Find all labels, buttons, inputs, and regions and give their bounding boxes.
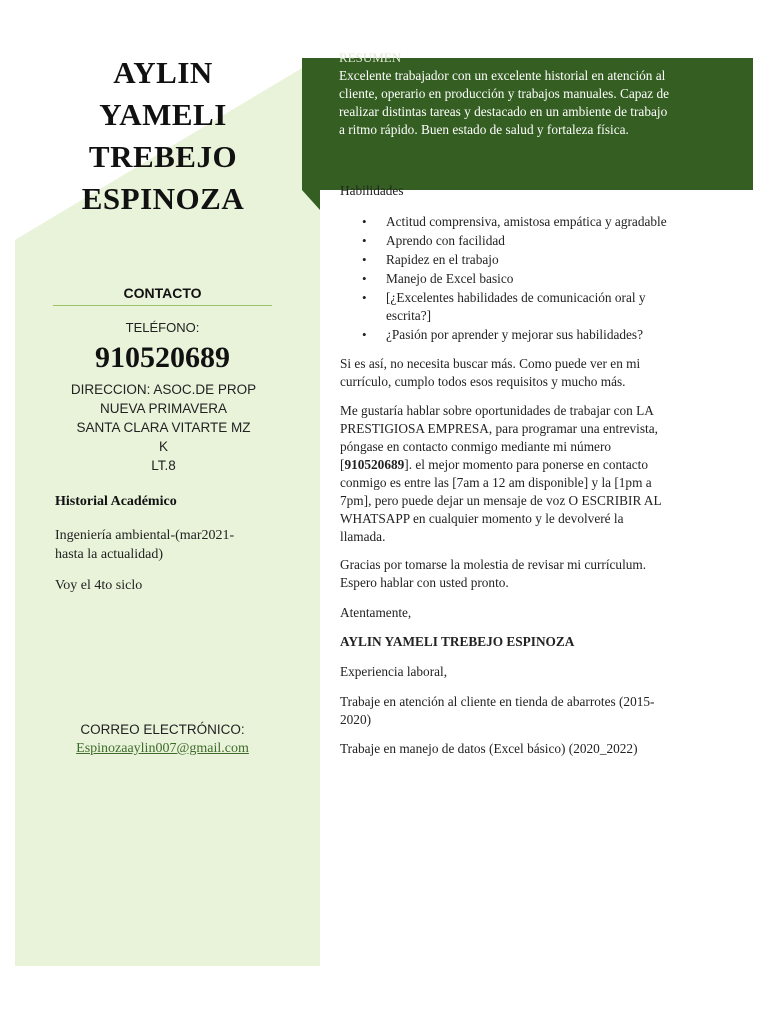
skill-item [340,213,692,231]
skill-text: • [¿Excelentes habilidades de comunicación oral y [386,290,646,305]
signature-name: AYLIN YAMELI TREBEJO ESPINOZA [340,634,575,649]
paragraph-thanks [340,556,692,592]
summary-panel-fold [302,190,320,210]
summary-text [339,67,697,139]
name-line: TREBEJO [88,139,238,174]
paragraph-contact-request [340,402,692,546]
address-block [55,380,272,475]
text-line: PRESTIGIOSA EMPRESA, para programar una entrevista, [340,421,658,436]
text-line: 7pm], pero puede dejar un mensaje de voz O ESCRIBIR AL [340,493,662,508]
skill-item [340,326,692,344]
academic-history-line: Ingeniería ambiental-(mar2021- [55,528,235,543]
summary-line: realizar distintas tareas y destacado en un ambiente de trabajo [339,104,668,119]
address-line: DIRECCION: ASOC.DE PROP [70,382,257,397]
contact-divider [53,305,272,306]
skill-text: • Manejo de Excel basico [386,271,514,286]
name-line: ESPINOZA [81,181,245,216]
skills-list [340,213,692,345]
skills-heading: Habilidades [340,183,404,198]
text-line: Trabaje en atención al cliente en tienda de abarrotes (2015- [340,694,655,709]
skill-item [340,232,692,250]
address-line: LT.8 [151,458,176,473]
text-line: 2020) [340,712,372,727]
candidate-name [40,52,286,220]
summary-line: a ritmo rápido. Buen estado de salud y fortaleza física. [339,122,629,137]
text-line: conmigo es entre las [7am a 12 am disponible] y la [1pm a [340,475,652,490]
closing-text: Atentamente, [340,605,412,620]
summary-line: cliente, operario en producción y trabajos manuales. Capaz de [339,86,670,101]
experience-item: Trabaje en manejo de datos (Excel básico) (2020_2022) [340,741,638,756]
email-link[interactable]: Espinozaaylin007@gmail.com [76,741,249,756]
text-line: Espero hablar con usted pronto. [340,575,509,590]
experience-heading: Experiencia laboral, [340,664,448,679]
skill-item [340,251,692,269]
phone-number: 910520689 [95,341,230,374]
name-line: YAMELI [99,97,227,132]
email-label: CORREO ELECTRÓNICO: [80,722,245,737]
text-line: llamada. [340,529,386,544]
academic-history-heading: Historial Académico [55,494,177,509]
skill-text: • Actitud comprensiva, amistosa empática y agradable [386,214,667,229]
address-line: NUEVA PRIMAVERA [99,401,228,416]
academic-history-line: hasta la actualidad) [55,547,164,562]
skill-text: escrita?] [386,308,432,323]
phone-number-inline: 910520689 [344,457,405,472]
name-line: AYLIN [113,55,213,90]
skill-text: • Rapidez en el trabajo [386,252,499,267]
skill-text: • Aprendo con facilidad [386,233,505,248]
text-line: póngase en contacto conmigo mediante mi número [340,439,612,454]
skill-item [340,289,692,325]
contact-heading: CONTACTO [123,285,202,301]
text-line: currículo, cumplo todos esos requisitos y mucho más. [340,374,626,389]
paragraph-qualifications [340,355,692,391]
address-line: SANTA CLARA VITARTE MZ [76,420,251,435]
text-line [340,456,692,474]
academic-history-note: Voy el 4to siclo [55,578,143,593]
text-fragment: [ [340,457,345,472]
text-line: Gracias por tomarse la molestia de revisar mi currículum. [340,557,647,572]
summary-line: Excelente trabajador con un excelente historial en atención al [339,68,666,83]
skill-text: • ¿Pasión por aprender y mejorar sus habilidades? [386,327,643,342]
experience-item [340,693,692,729]
text-line: WHATSAPP en cualquier momento y le devolveré la [340,511,624,526]
text-line: Me gustaría hablar sobre oportunidades de trabajar con LA [340,403,654,418]
text-fragment: ]. el mejor momento para ponerse en contacto [404,457,648,472]
skill-item [340,270,692,288]
text-line: Si es así, no necesita buscar más. Como puede ver en mi [340,356,641,371]
address-line: K [158,439,168,454]
summary-heading: RESUMEN [339,50,402,65]
phone-label: TELÉFONO: [125,320,200,335]
